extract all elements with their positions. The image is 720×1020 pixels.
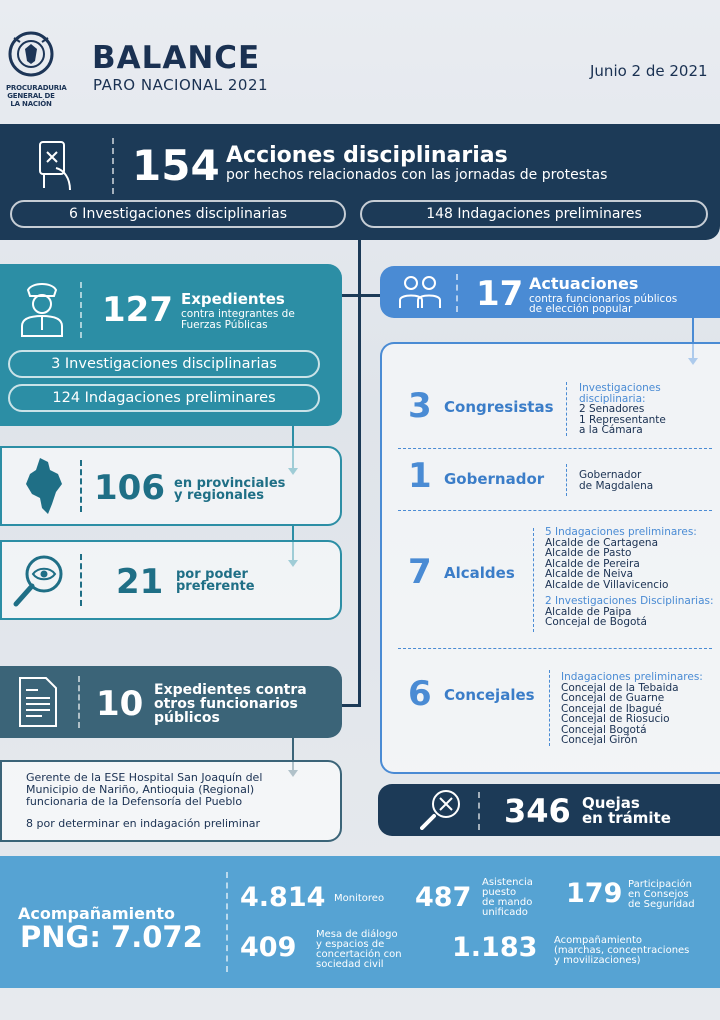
concejales-item-3: Concejal de Ibagué	[561, 702, 662, 715]
preferente-label-1: por poder	[176, 567, 248, 582]
mesa-label-4: sociedad civil	[316, 959, 384, 970]
mesa-label-2: y espacios de	[316, 939, 385, 950]
summary-number: 154	[132, 141, 220, 190]
acomp-label-1: Acompañamiento	[554, 935, 643, 946]
summary-indagaciones-pill: 148 Indagaciones preliminares	[360, 200, 708, 228]
participacion-label-3: de Seguridad	[628, 899, 695, 910]
asistencia-number: 487	[415, 882, 472, 913]
acomp-label-3: y movilizaciones)	[554, 955, 641, 966]
congresistas-head-2: disciplinaria:	[579, 392, 646, 405]
connector-vertical	[358, 240, 361, 706]
otros-title-2: otros funcionarios	[154, 696, 298, 712]
colombia-map-icon	[22, 456, 66, 516]
gobernador-label: Gobernador	[444, 470, 545, 488]
alcaldes-head-2: 2 Investigaciones Disciplinarias:	[545, 595, 714, 607]
actuaciones-title: Actuaciones	[529, 274, 639, 293]
acomp-label	[554, 936, 689, 966]
alcaldes-item-7: Concejal de Bogotá	[545, 616, 647, 628]
congresistas-item-3: a la Cámara	[579, 424, 643, 436]
summary-investigaciones-pill: 6 Investigaciones disciplinarias	[10, 200, 346, 228]
shield-seal-icon	[6, 30, 56, 80]
acompanamiento-divider	[226, 872, 228, 972]
gobernador-item-2: de Magdalena	[579, 479, 654, 492]
otros-detail-box	[0, 760, 342, 842]
page-subtitle: PARO NACIONAL 2021	[93, 76, 269, 94]
congresistas-detail	[579, 383, 666, 436]
provinciales-label-2: y regionales	[174, 488, 264, 503]
gobernador-divider	[566, 464, 567, 496]
quejas-divider	[478, 792, 480, 830]
report-date: Junio 2 de 2021	[590, 62, 708, 80]
participacion-label-2: en Consejos	[628, 889, 689, 900]
complaint-hand-icon	[420, 788, 464, 830]
gobernador-detail	[579, 470, 653, 491]
concejales-item-4: Concejal de Riosucio	[561, 713, 670, 725]
fuerzas-divider	[80, 282, 82, 338]
otros-detail-1: Gerente de la ESE Hospital San Joaquín del	[26, 771, 263, 784]
concejales-item-2: Concejal de Guarne	[561, 692, 665, 704]
concejales-detail	[561, 672, 703, 746]
asistencia-label-4: unificado	[482, 907, 528, 918]
document-icon	[18, 676, 58, 728]
concejales-item-1: Concejal de la Tebaida	[561, 681, 679, 694]
participacion-label	[628, 880, 695, 910]
concejales-item-5: Concejal Bogotá	[561, 723, 647, 736]
quejas-label-1: Quejas	[582, 794, 640, 812]
summary-divider	[112, 138, 114, 194]
alcaldes-item-2: Alcalde de Pasto	[545, 547, 632, 559]
congresistas-head-1: Investigaciones	[579, 382, 661, 394]
fuerzas-investigaciones-pill: 3 Investigaciones disciplinarias	[8, 350, 320, 378]
ballot-hand-icon	[34, 138, 84, 194]
magnifier-eye-icon	[12, 552, 68, 608]
gobernador-item-1: Gobernador	[579, 469, 642, 481]
acomp-number: 1.183	[452, 932, 538, 963]
fuerzas-number: 127	[102, 290, 173, 330]
acompanamiento-total: PNG: 7.072	[20, 920, 203, 954]
otros-title-3: públicos	[154, 710, 220, 726]
people-icon	[398, 274, 442, 310]
mesa-label-3: concertación con	[316, 949, 402, 960]
otros-detail-2: Municipio de Nariño, Antioquia (Regional)	[26, 783, 255, 796]
otros-number: 10	[96, 684, 144, 724]
acompanamiento-title: Acompañamiento	[18, 904, 176, 923]
fuerzas-indagaciones-pill: 124 Indagaciones preliminares	[8, 384, 320, 412]
participacion-number: 179	[566, 878, 623, 909]
alcaldes-item-6: Alcalde de Paipa	[545, 605, 632, 618]
summary-title: Acciones disciplinarias	[226, 143, 508, 168]
otros-divider	[78, 676, 80, 728]
asistencia-label	[482, 878, 533, 918]
alcaldes-item-3: Alcalde de Pereira	[545, 557, 640, 570]
alcaldes-item-5: Alcalde de Villavicencio	[545, 578, 669, 591]
concejales-number: 6	[408, 674, 432, 714]
mesa-label	[316, 930, 402, 970]
asistencia-label-2: puesto	[482, 887, 517, 898]
section-divider-2	[398, 510, 712, 511]
acomp-label-2: (marchas, concentraciones	[554, 945, 690, 956]
otros-detail-4: 8 por determinar en indagación preliminar	[26, 817, 261, 830]
asistencia-label-3: de mando	[482, 897, 533, 908]
alcaldes-head-1: 5 Indagaciones preliminares:	[545, 526, 697, 538]
fuerzas-desc-2: Fuerzas Públicas	[181, 319, 268, 331]
congresistas-item-1: 2 Senadores	[579, 403, 645, 415]
gobernador-number: 1	[408, 456, 432, 496]
participacion-label-1: Participación	[628, 879, 693, 890]
provinciales-label-1: en provinciales	[174, 476, 286, 491]
quejas-number: 346	[504, 792, 571, 830]
alcaldes-label: Alcaldes	[444, 564, 515, 582]
monitoreo-number: 4.814	[240, 882, 326, 913]
congresistas-number: 3	[408, 386, 432, 426]
connector-branch-1	[342, 294, 382, 297]
page-title: BALANCE	[92, 40, 261, 76]
alcaldes-item-1: Alcalde de Cartagena	[545, 536, 658, 549]
actuaciones-divider	[456, 274, 458, 312]
procuraduria-logo	[6, 30, 67, 108]
actuaciones-desc-2: de elección popular	[529, 303, 633, 315]
connector-branch-2	[342, 704, 361, 707]
mesa-label-1: Mesa de diálogo	[316, 929, 398, 940]
congresistas-label: Congresistas	[444, 398, 554, 416]
summary-description: por hechos relacionados con las jornadas de protestas	[226, 167, 608, 183]
actuaciones-desc-1: contra funcionarios públicos	[529, 293, 678, 305]
otros-detail-3: funcionaria de la Defensoría del Pueblo	[26, 795, 243, 808]
concejales-head: Indagaciones preliminares:	[561, 671, 703, 683]
provinciales-number: 106	[94, 468, 165, 508]
alcaldes-divider	[533, 528, 534, 632]
concejales-label: Concejales	[444, 686, 535, 704]
preferente-number: 21	[116, 562, 164, 602]
alcaldes-item-4: Alcalde de Neiva	[545, 568, 634, 580]
otros-title-1: Expedientes contra	[154, 682, 307, 698]
section-divider-3	[398, 648, 712, 649]
concejales-item-6: Concejal Girón	[561, 734, 638, 746]
actuaciones-number: 17	[476, 274, 524, 314]
logo-text-2: GENERAL DE LA NACIÓN	[7, 92, 55, 108]
congresistas-item-2: 1 Representante	[579, 413, 666, 426]
mesa-number: 409	[240, 932, 297, 963]
logo-text-1: PROCURADURIA	[6, 84, 67, 92]
preferente-label-2: preferente	[176, 579, 255, 594]
alcaldes-number: 7	[408, 552, 432, 592]
fuerzas-desc-1: contra integrantes de	[181, 308, 295, 320]
alcaldes-detail	[545, 527, 714, 628]
quejas-label-2: en trámite	[582, 809, 671, 827]
section-divider-1	[398, 448, 712, 449]
police-officer-icon	[18, 280, 66, 338]
monitoreo-label: Monitoreo	[334, 893, 385, 904]
provinciales-divider	[80, 460, 82, 512]
preferente-divider	[80, 554, 82, 606]
congresistas-divider	[566, 382, 567, 436]
concejales-divider	[549, 670, 550, 746]
asistencia-label-1: Asistencia	[482, 877, 533, 888]
fuerzas-title: Expedientes	[181, 290, 285, 308]
